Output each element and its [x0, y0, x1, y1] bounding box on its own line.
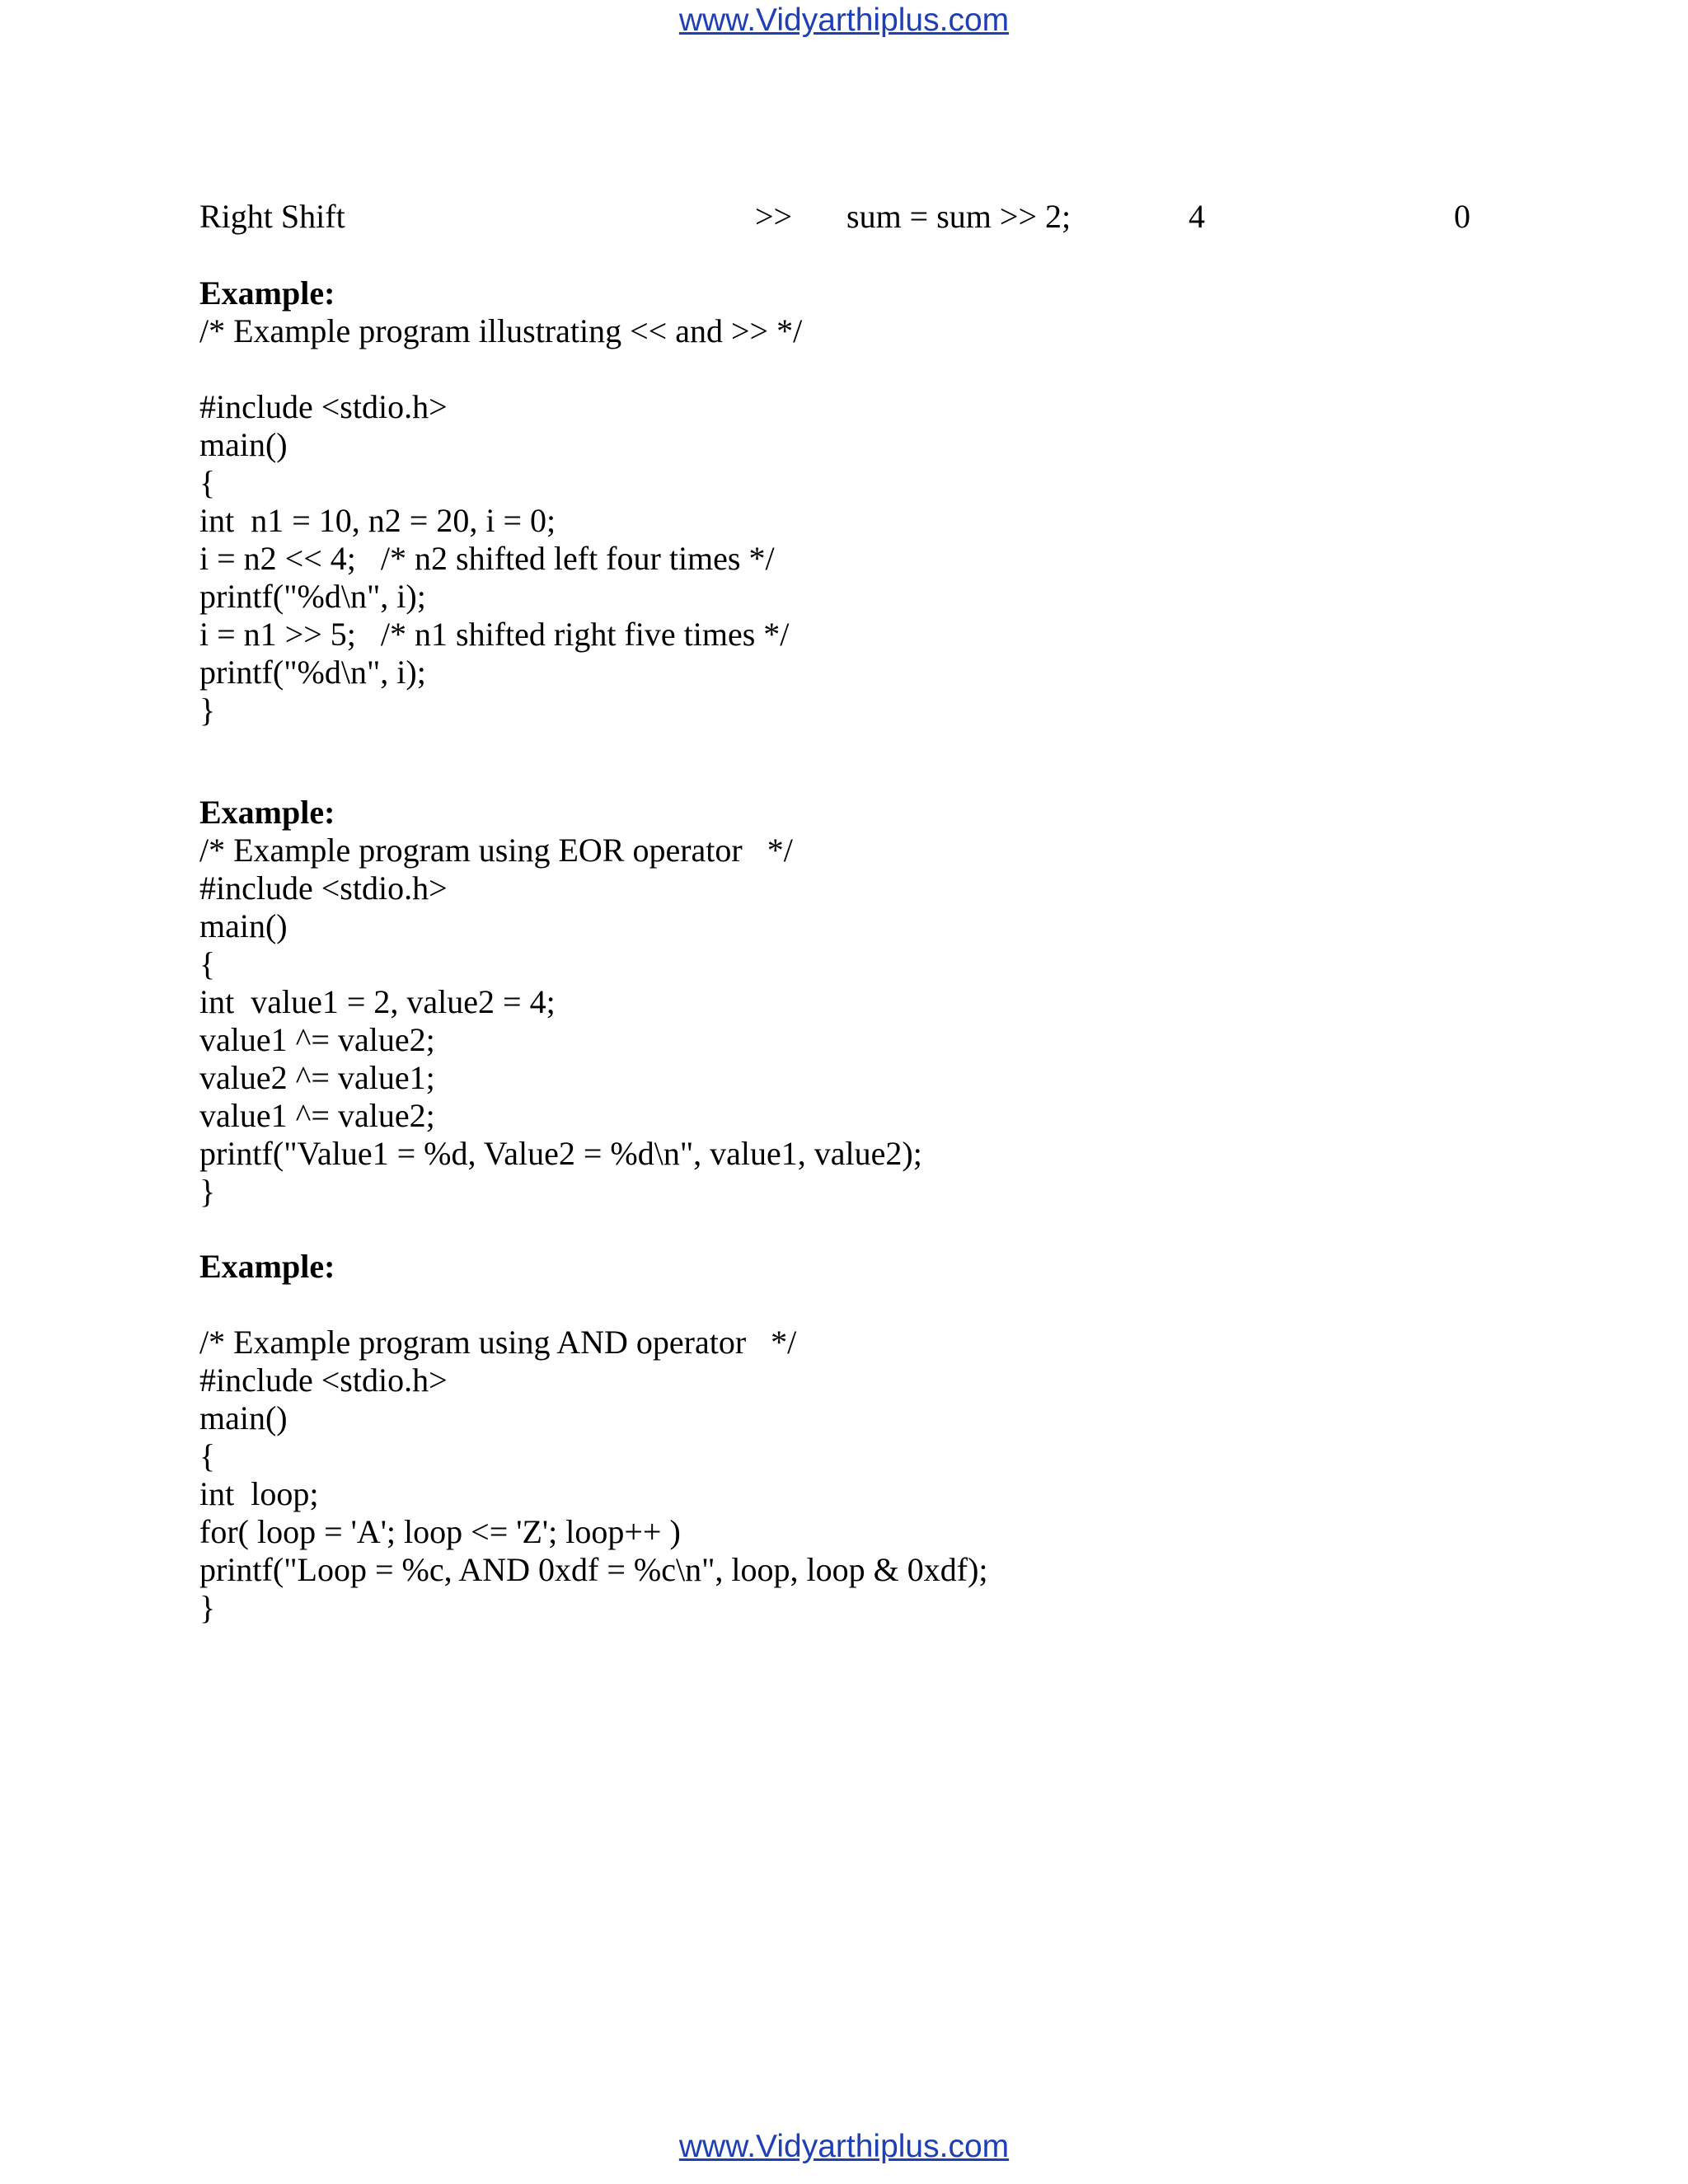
- code-line: }: [199, 691, 216, 729]
- code-line: main(): [199, 426, 288, 463]
- code-line: value1 ^= value2;: [199, 1097, 435, 1134]
- code-line: #include <stdio.h>: [199, 869, 448, 907]
- code-line: main(): [199, 907, 288, 944]
- example-and: [199, 1248, 1601, 1627]
- code-line: {: [199, 464, 216, 501]
- operator-table-row: [199, 196, 1601, 237]
- example-shift: [199, 274, 1601, 729]
- code-line: {: [199, 1437, 216, 1474]
- code-line: int loop;: [199, 1475, 319, 1512]
- example-heading: Example:: [199, 1248, 335, 1285]
- operator-symbol: >>: [755, 198, 793, 235]
- code-line: int n1 = 10, n2 = 20, i = 0;: [199, 502, 556, 539]
- code-line: printf("Value1 = %d, Value2 = %d\n", value1, value2);: [199, 1135, 922, 1172]
- code-line: #include <stdio.h>: [199, 388, 448, 425]
- code-line: }: [199, 1589, 216, 1626]
- code-line: printf("%d\n", i);: [199, 578, 426, 615]
- code-comment: /* Example program using AND operator */: [199, 1324, 797, 1361]
- code-line: int value1 = 2, value2 = 4;: [199, 983, 556, 1020]
- example-eor: [199, 794, 1601, 1211]
- code-comment: /* Example program using EOR operator */: [199, 832, 793, 869]
- operator-example: sum = sum >> 2;: [846, 198, 1071, 235]
- code-line: i = n2 << 4; /* n2 shifted left four times */: [199, 540, 775, 577]
- code-line: for( loop = 'A'; loop <= 'Z'; loop++ ): [199, 1513, 681, 1550]
- code-line: i = n1 >> 5; /* n1 shifted right five times */: [199, 616, 790, 653]
- header-link[interactable]: www.Vidyarthiplus.com: [678, 2, 1010, 38]
- code-line: #include <stdio.h>: [199, 1361, 448, 1399]
- footer-link[interactable]: www.Vidyarthiplus.com: [678, 2129, 1010, 2164]
- code-line: main(): [199, 1399, 288, 1436]
- operator-value-a: 4: [1189, 198, 1205, 235]
- code-line: printf("Loop = %c, AND 0xdf = %c\n", loop, loop & 0xdf);: [199, 1551, 988, 1588]
- code-line: value2 ^= value1;: [199, 1059, 435, 1096]
- example-heading: Example:: [199, 274, 335, 312]
- code-line: }: [199, 1173, 216, 1210]
- example-heading: Example:: [199, 794, 335, 831]
- operator-name: Right Shift: [199, 198, 345, 235]
- code-line: value1 ^= value2;: [199, 1021, 435, 1058]
- code-line: {: [199, 945, 216, 982]
- operator-value-b: 0: [1454, 198, 1470, 235]
- code-line: printf("%d\n", i);: [199, 654, 426, 691]
- code-comment: /* Example program illustrating << and >> */: [199, 312, 803, 349]
